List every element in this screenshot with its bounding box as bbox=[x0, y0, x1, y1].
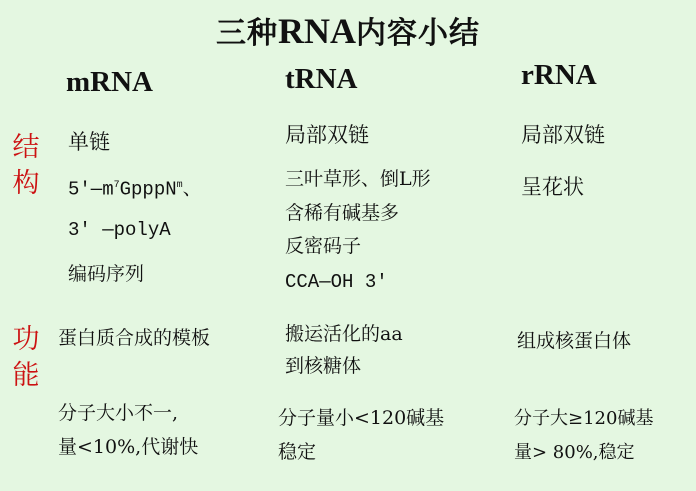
trna-function-line1: 搬运活化的aa bbox=[285, 323, 403, 345]
trna-size-line1: 分子量小<120碱基 bbox=[278, 407, 445, 429]
mrna-size-line1: 分子大小不一, bbox=[58, 402, 179, 424]
trna-rare-bases: 含稀有碱基多 bbox=[285, 202, 400, 224]
rrna-partial-double: 局部双链 bbox=[521, 123, 605, 147]
trna-shape: 三叶草形、倒L形 bbox=[285, 168, 431, 190]
trna-function-line2: 到核糖体 bbox=[285, 355, 362, 377]
mrna-cap-sup2: m bbox=[176, 180, 183, 191]
row-label-structure: 结构 bbox=[12, 132, 40, 199]
title-rna: RNA bbox=[278, 11, 356, 51]
title-prefix: 三种 bbox=[216, 16, 278, 51]
mrna-size-line2: 量<10%,代谢快 bbox=[58, 436, 199, 458]
mrna-cap-prefix: 5′—m bbox=[68, 178, 114, 201]
rrna-size-line2: 量> 80%,稳定 bbox=[514, 442, 635, 463]
mrna-single-strand: 单链 bbox=[68, 130, 110, 154]
row-label-function: 功能 bbox=[12, 324, 40, 391]
trna-anticodon: 反密码子 bbox=[285, 235, 362, 257]
mrna-cap-suffix: 、 bbox=[182, 178, 202, 201]
mrna-polya: 3′ —polyA bbox=[68, 219, 171, 241]
column-header-mrna: mRNA bbox=[66, 66, 153, 98]
rrna-function: 组成核蛋白体 bbox=[517, 330, 632, 352]
trna-partial-double: 局部双链 bbox=[285, 123, 369, 147]
mrna-cap-mid: GpppN bbox=[119, 178, 177, 201]
rrna-size-line1: 分子大≥120碱基 bbox=[514, 408, 654, 429]
trna-size-line2: 稳定 bbox=[278, 441, 317, 463]
trna-cca: CCA—OH 3′ bbox=[285, 271, 388, 293]
title-suffix: 内容小结 bbox=[356, 16, 480, 51]
mrna-cap-sup: 7 bbox=[113, 180, 120, 191]
slide-title bbox=[0, 8, 696, 52]
mrna-cap bbox=[68, 169, 202, 206]
mrna-function: 蛋白质合成的模板 bbox=[58, 327, 211, 349]
column-header-rrna: rRNA bbox=[521, 59, 597, 91]
rrna-flower: 呈花状 bbox=[521, 175, 584, 199]
mrna-coding: 编码序列 bbox=[68, 263, 145, 285]
column-header-trna: tRNA bbox=[285, 63, 358, 95]
